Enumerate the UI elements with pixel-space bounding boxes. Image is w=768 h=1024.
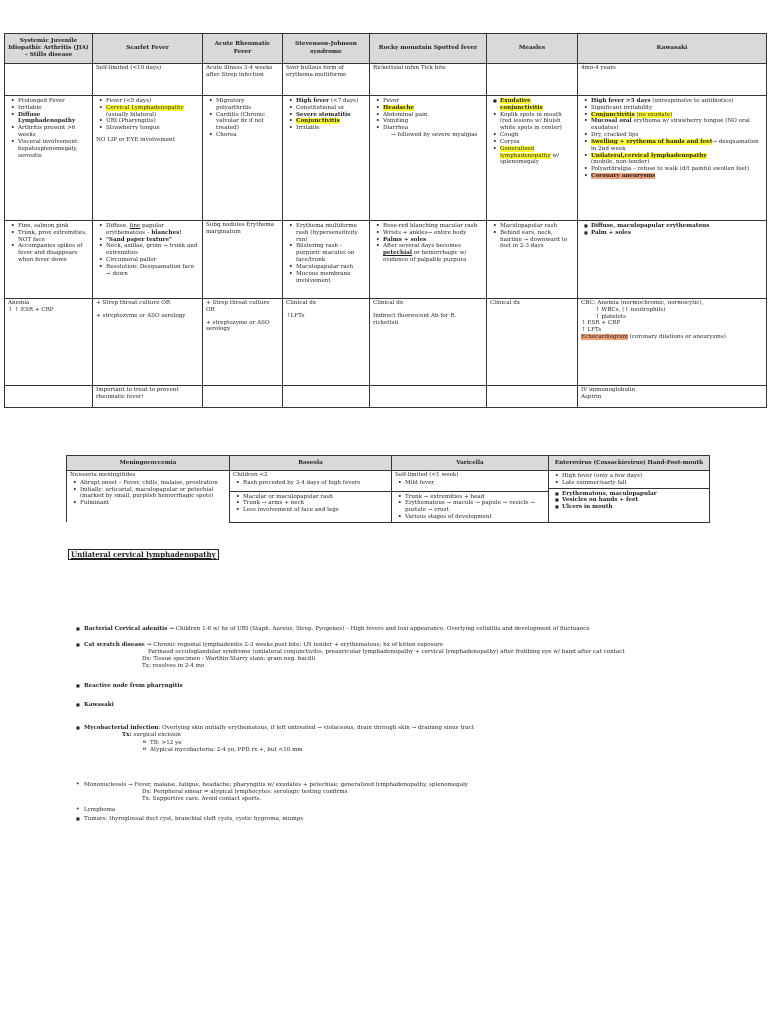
list-item <box>591 173 763 180</box>
text: w/ splenomegaly <box>500 152 560 166</box>
text: erythema w/ strawberry tongue (NO oral exudates) <box>591 118 750 132</box>
text: Aspirin <box>581 393 602 400</box>
list-item: • Late summer/early fall <box>562 480 706 487</box>
text: Children <2 <box>233 472 268 478</box>
note-cat-scratch <box>76 642 756 649</box>
cell <box>370 221 487 299</box>
cell <box>487 96 578 221</box>
list-item: • Severe stomatitis <box>296 112 366 119</box>
highlight: Cervical Lymphadenopathy <box>106 104 184 111</box>
list-item: ■ Palm + soles <box>591 230 763 237</box>
text: + streptozyme or ASO serology <box>206 319 270 333</box>
text: ↑LFTs <box>286 312 305 319</box>
note-kawasaki: ■ Kawasaki <box>76 702 756 709</box>
text: After several days becomes <box>383 243 461 250</box>
list-item: • Behind ears, neck, hairline → downward to feet in 2-3 days <box>500 230 574 250</box>
highlight: Echocardiogram <box>581 334 628 341</box>
list-item: • Wrists + ankles→ entire body <box>383 230 483 237</box>
list-item: • Mucous membrane involvement <box>296 271 366 285</box>
cell <box>392 471 549 523</box>
highlight: Coronary aneurysms <box>591 172 656 179</box>
list-item: • Fine, salmon pink <box>18 223 89 230</box>
list-item <box>591 98 763 105</box>
header-measles: Measles <box>487 34 578 64</box>
list-item: ■ Diffuse, maculopapular erythematous <box>591 223 763 230</box>
text: Neisseria meningitides <box>70 472 136 478</box>
cell <box>93 96 203 221</box>
note-lymphoma: • Lymphoma <box>76 807 756 814</box>
list-item <box>296 98 366 105</box>
list-item: • Visceral involvement: hepatosplenomegaly, serositis <box>18 139 89 159</box>
text: (<7 days) <box>330 98 359 104</box>
divider <box>392 491 548 521</box>
list-item <box>500 98 574 112</box>
text: (coronary dilations or aneurysms) <box>629 334 726 341</box>
text: IV immunoglobulin <box>581 387 636 393</box>
cell <box>93 299 203 386</box>
list-item: • Dry, cracked lips <box>591 132 763 139</box>
list-item: • Diffuse Lymphadenopathy <box>18 112 89 126</box>
cell <box>549 471 710 523</box>
table-row <box>5 221 767 299</box>
list-item: • Fever <box>383 98 483 105</box>
header-kawasaki: Kawasaki <box>578 34 767 64</box>
list-item: • Palms + soles <box>383 237 483 244</box>
divider <box>549 488 709 511</box>
list-item <box>383 243 483 263</box>
text: Tx: Supportive care. Avoid contact sports. <box>142 795 262 802</box>
list-item: • Blistering rash – purpuric macules on face/trunk <box>296 243 366 263</box>
list-item: • Chorea <box>216 132 279 139</box>
list-item: • Coryza <box>500 139 574 146</box>
table-row <box>5 96 767 221</box>
list-item: • Erythematous → macule → papule → vesicle → pustule → crust <box>405 500 545 514</box>
header-enterovirus: Enterovirus (Coxsackievirus) Hand-Foot-mouth <box>549 456 710 471</box>
highlight: Conjunctivitis <box>591 111 635 118</box>
list-item: • Circumoral pallor <box>106 257 199 264</box>
text: Mucosal oral <box>591 118 632 125</box>
cell <box>93 221 203 299</box>
table-row <box>5 299 767 386</box>
text: (unresponsive to antibiotics) <box>652 98 734 104</box>
text: + Strep throat culture OR <box>206 300 270 313</box>
text: papular erythematous – <box>106 223 164 236</box>
text: blanches! <box>151 229 182 236</box>
list-item: o TB: >12 yo <box>150 740 756 747</box>
list-item: • Koplik spots in mouth (red lesions w/ bluish white spots in center) <box>500 112 574 132</box>
myco-sublist <box>76 740 756 754</box>
list-item: • Abrupt onset – Fever, chills, malaise, prostration <box>80 480 226 487</box>
cell <box>487 64 578 96</box>
text: or hemorrhagic w/ evidence of palpable purpura <box>383 250 467 264</box>
divider <box>230 491 391 514</box>
list-item: • Less involvement of face and legs <box>243 507 388 514</box>
cell <box>578 299 767 386</box>
list-item: • Neck, axillae, groin → trunk and extremities <box>106 243 199 257</box>
list-item <box>500 146 574 166</box>
list-item: • Diarrhea <box>383 125 483 132</box>
note-mononucleosis: • Mononucleosis → Fever, malaise, fatigue, headache; pharyngitis w/ exudates + petechiae; generalized lymphadenopathy, splenomegaly <box>76 782 756 789</box>
header-acute-rheumatic-fever: Acute Rheumatic Fever <box>203 34 283 64</box>
cell <box>5 64 93 96</box>
note-text: NO LIP or EYE involvement <box>96 137 175 144</box>
list-item: • Trunk, prox extremities, NOT face <box>18 230 89 244</box>
highlight: (no exudate) <box>636 111 673 118</box>
list-item: • Mild fever <box>405 480 545 487</box>
text: (usually bilateral) <box>106 111 157 118</box>
text: Tx: <box>122 731 132 738</box>
text: Diffuse, <box>106 223 128 229</box>
cell <box>230 471 392 523</box>
cell <box>283 299 370 386</box>
note-tumors: ■ Tumors: thyroglossal duct cyst, branchial cleft cysts, cystic hygroma, mumps <box>76 816 756 823</box>
highlight: Headache <box>383 104 415 111</box>
cell <box>487 221 578 299</box>
cell: Clinical dx <box>487 299 578 386</box>
lymphadenopathy-notes <box>76 620 756 823</box>
list-item: • Migratory polyarthritis <box>216 98 279 112</box>
header-varicella: Varicella <box>392 456 549 471</box>
list-item: • Fever (<5 days) <box>106 98 199 105</box>
text: Parinaud occuloglandular syndrome (unilateral conjunctivitis, preauricular lymphadenopathy + cervical lymphadenopathy) after frubbing eye w/ hand after cat contact <box>148 648 625 655</box>
list-item: ■ Ulcers in mouth <box>562 504 706 511</box>
header-rmsf: Rocky mountain Spotted fever <box>370 34 487 64</box>
highlight: Unilateral,cervical lymphadenopathy <box>591 152 707 159</box>
list-item <box>591 153 763 167</box>
text: : Overlying skin initially erythematous, if left untreated → violaceous, drain through skin → draining sinus tract <box>158 724 474 731</box>
cell <box>203 96 283 221</box>
text: Clinical dx <box>373 300 404 306</box>
list-item <box>383 105 483 112</box>
list-item <box>591 139 763 153</box>
list-item: • Prolonged Fever <box>18 98 89 105</box>
list-item <box>296 118 366 125</box>
table-row <box>67 471 710 523</box>
list-item: • Arthritis present >6 weeks <box>18 125 89 139</box>
text: High fever >5 days <box>591 98 651 104</box>
text: ↑ ESR + CRP <box>581 320 621 327</box>
cell: Sver bullous form of erythema multiforme <box>283 64 370 96</box>
cell <box>67 471 230 523</box>
list-item: • Maculopapular rash <box>500 223 574 230</box>
list-item: • Polyarthralgia – refuse to walk (d/t painful swollen feet) <box>591 166 763 173</box>
list-item: • Resolution: Desquamation face → down <box>106 264 199 278</box>
cell: Important to treat to prevent rheumatic fever! <box>93 386 203 408</box>
text: Dx: Peripheral smear = atypical lymphocytes; serologic testing confirms <box>142 788 348 795</box>
highlight: Swelling + erythema of hands and feet <box>591 138 713 145</box>
text: ↑ WBCs, (↑ neutrophils) <box>595 306 666 313</box>
cell: Self-limited (<10 days) <box>93 64 203 96</box>
list-item: o Atypical mycobacteria: 2-4 yo, PPD rx +, but <10 mm <box>150 747 756 754</box>
text: → followed by severe myalgias <box>391 132 478 139</box>
cell <box>5 221 93 299</box>
cell <box>370 299 487 386</box>
text: Cat scratch disease → <box>84 641 152 648</box>
table-row <box>5 386 767 408</box>
cell: Subq nodules Erythema marginatum <box>203 221 283 299</box>
cell <box>487 386 578 408</box>
text: Anemia <box>8 300 30 306</box>
list-item: ■ Erythematous, maculopapular <box>562 491 706 498</box>
text: ↑ platelets <box>595 313 626 320</box>
header-meningococcemia: Meningococcemia <box>67 456 230 471</box>
text: Dx: Tissue specimen - Warthin-Starry stain: gram neg. bacilli <box>142 655 316 662</box>
text: Self-limited (<1 week) <box>395 472 459 478</box>
cell <box>5 299 93 386</box>
list-item: • Carditis (Chronic valvular dz if not treated) <box>216 112 279 132</box>
header-roseola: Roseola <box>230 456 392 471</box>
list-item: • Strawberry tongue <box>106 125 199 132</box>
text: fine <box>129 223 141 229</box>
cell <box>370 96 487 221</box>
text: ↑ ↑ ESR + CRP <box>8 306 54 313</box>
text: petechial <box>383 250 412 257</box>
highlight: Generalized lymphadenopathy <box>500 145 551 159</box>
note-bacterial <box>76 626 756 633</box>
header-sjs: Stevenson-Johnson syndrome <box>283 34 370 64</box>
cell <box>283 221 370 299</box>
note-mycobacterial <box>76 725 756 732</box>
text <box>76 732 756 739</box>
cell <box>5 96 93 221</box>
section-title: Unilateral cervical lymphadenopathy <box>68 549 219 560</box>
cell <box>370 386 487 408</box>
list-item: • Rash preceded by 3-4 days of high fevers <box>243 480 388 487</box>
list-item: • Macular or maculopapular rash <box>243 494 388 501</box>
text: CBC: Anemia (normochromic, normocytic), <box>581 300 704 306</box>
list-item: • Abdominal pain <box>383 112 483 119</box>
list-item: • Rose-red blanching macular rash <box>383 223 483 230</box>
text: Mycobacterial infection <box>84 724 159 731</box>
list-item <box>591 118 763 132</box>
list-item: • Vomiting <box>383 118 483 125</box>
cell: 4mo-4 years <box>578 64 767 96</box>
list-item: • Significant irritability <box>591 105 763 112</box>
text <box>581 334 763 341</box>
text: surgical excision <box>133 731 181 738</box>
highlight: Exudative conjunctivitis <box>500 98 543 111</box>
list-item: • Trunk → arms + neck <box>243 500 388 507</box>
text: Children 1-6 w/ hx of URI (Staph. Aureus, Strep. Pyogenes) – High fevers and toxi appearance. Overlying cellulitis and development of fluctuance <box>175 626 590 632</box>
list-item <box>106 223 199 237</box>
text: + Strep throat culture OR <box>96 300 171 306</box>
note-reactive: ■ Reactive node from pharyngitis <box>76 683 756 690</box>
cell <box>203 299 283 386</box>
text: (mobile, non-tender) <box>591 159 650 166</box>
list-item <box>106 105 199 119</box>
text: → desquamation in 2nd week <box>591 138 759 152</box>
text: + streptozyme or ASO serology <box>96 312 186 319</box>
text: Chronic regional lymphadenitis 2-3 weeks post bite; LN tender + erythematous; hx of kitten exposure <box>153 641 444 648</box>
header-scarlet-fever: Scarlet Fever <box>93 34 203 64</box>
table-header-row <box>5 34 767 64</box>
cell <box>203 386 283 408</box>
list-item: • Fulminant <box>80 500 226 507</box>
cell <box>5 386 93 408</box>
list-item: • Maculopapular rash <box>296 264 366 271</box>
cell <box>578 96 767 221</box>
list-item: • Constitutional sx <box>296 105 366 112</box>
list-item: • Irritable <box>18 105 89 112</box>
list-item: • Irritable <box>296 125 366 132</box>
highlight: Conjunctivitis <box>296 118 340 125</box>
list-item: • Erythema multiforme rash (hypersensitivity rxn) <box>296 223 366 243</box>
cell <box>283 386 370 408</box>
text: ↑ LFTs <box>581 327 602 334</box>
cell: Rickettsial infxn Tick bite <box>370 64 487 96</box>
list-item: • Various stages of development <box>405 514 545 521</box>
text: Clinical dx <box>286 300 317 306</box>
cell <box>578 221 767 299</box>
text: High fever <box>296 98 330 104</box>
header-jia: Systemic Juvenile Idiopathic Arthritis (JIA) – Stills disease <box>5 34 93 64</box>
list-item: • Trunk → extremities + head <box>405 494 545 501</box>
text: Indirect fluorescent Ab for R. rickettsii <box>373 312 457 326</box>
table-header-row <box>67 456 710 471</box>
second-rash-table <box>66 455 710 523</box>
cell: Acute illness 3-4 weeks after Strep infection <box>203 64 283 96</box>
cell <box>578 386 767 408</box>
list-item: • "Sand paper texture" <box>106 237 199 244</box>
list-item: • URI (Pharyngitis) <box>106 118 199 125</box>
text: Bacterial Cervical adenitis → <box>84 626 174 632</box>
list-item: ■ Vesicles on hands + feet <box>562 497 706 504</box>
rash-comparison-table <box>4 33 767 408</box>
list-item: • Initially: urticarial, maculopapular or petechial (marked by small, purplish hemorrhagic spots) <box>80 487 226 501</box>
cell <box>283 96 370 221</box>
list-item: • High fever (only a few days) <box>562 473 706 480</box>
list-item: • Accompanies spikes of fever and disappears when fever down <box>18 243 89 263</box>
table-row <box>5 64 767 96</box>
list-item: • Cough <box>500 132 574 139</box>
text: Tx: resolves in 2-4 mo <box>142 662 205 669</box>
